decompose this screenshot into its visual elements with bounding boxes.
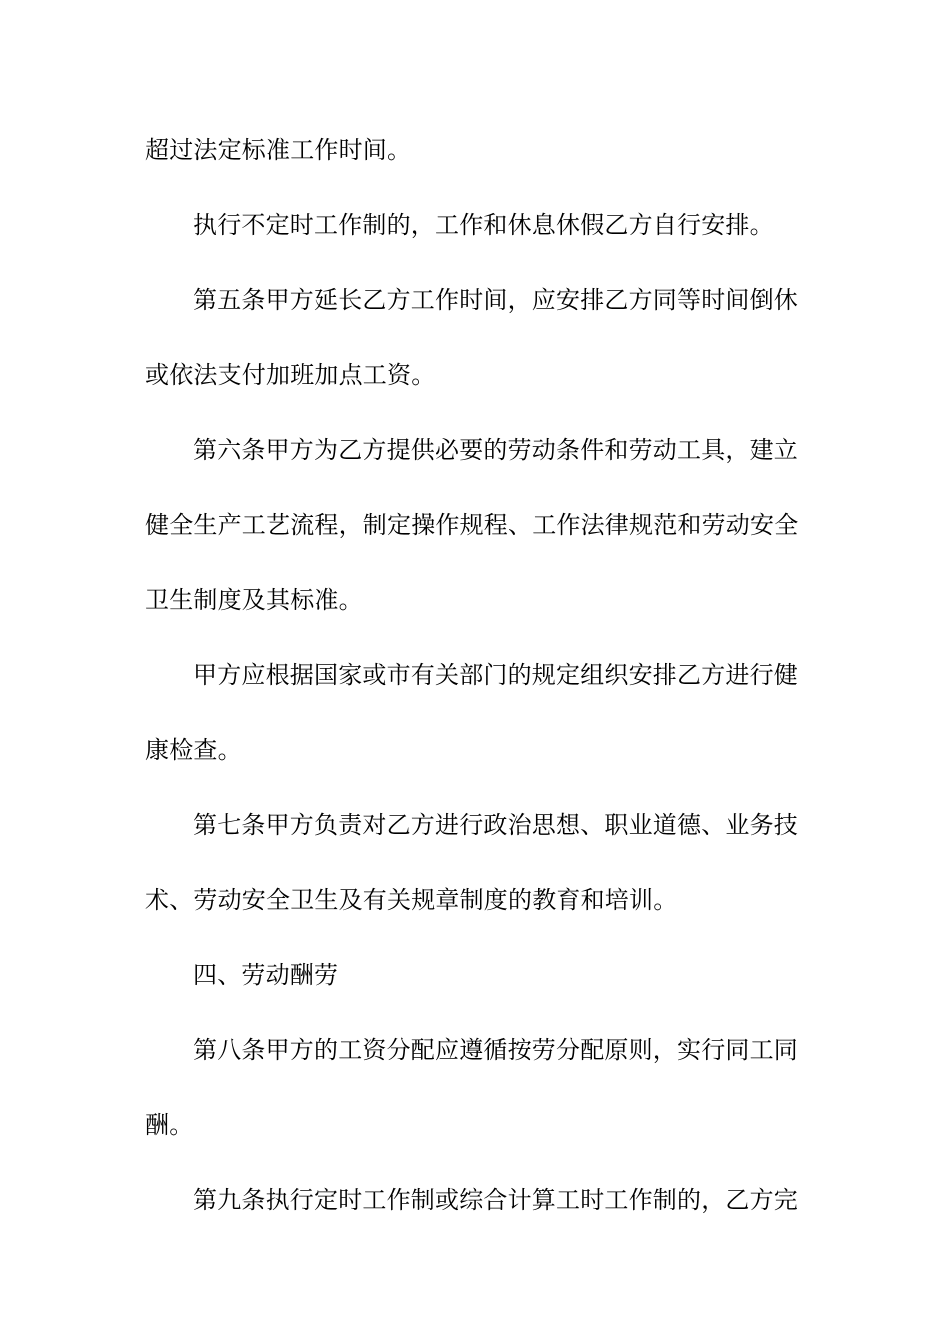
text-line: 第六条甲方为乙方提供必要的劳动条件和劳动工具，建立 — [193, 436, 798, 464]
text-line: 健全生产工艺流程，制定操作规程、工作法律规范和劳动安全 — [145, 511, 799, 539]
text-line: 术、劳动安全卫生及有关规章制度的教育和培训。 — [145, 886, 678, 914]
text-line: 卫生制度及其标准。 — [145, 586, 363, 614]
text-line: 康检查。 — [145, 736, 242, 764]
text-line: 第七条甲方负责对乙方进行政治思想、职业道德、业务技 — [193, 811, 798, 839]
text-line: 酬。 — [145, 1111, 194, 1139]
text-line: 第五条甲方延长乙方工作时间，应安排乙方同等时间倒休 — [193, 286, 798, 314]
text-line: 甲方应根据国家或市有关部门的规定组织安排乙方进行健 — [193, 661, 798, 689]
text-line: 第九条执行定时工作制或综合计算工时工作制的，乙方完 — [193, 1186, 798, 1214]
text-line: 第八条甲方的工资分配应遵循按劳分配原则，实行同工同 — [193, 1036, 798, 1064]
text-line: 执行不定时工作制的，工作和休息休假乙方自行安排。 — [193, 211, 774, 239]
section-heading: 四、劳动酬劳 — [193, 961, 339, 989]
text-line: 或依法支付加班加点工资。 — [145, 361, 436, 389]
text-line: 超过法定标准工作时间。 — [145, 136, 412, 164]
